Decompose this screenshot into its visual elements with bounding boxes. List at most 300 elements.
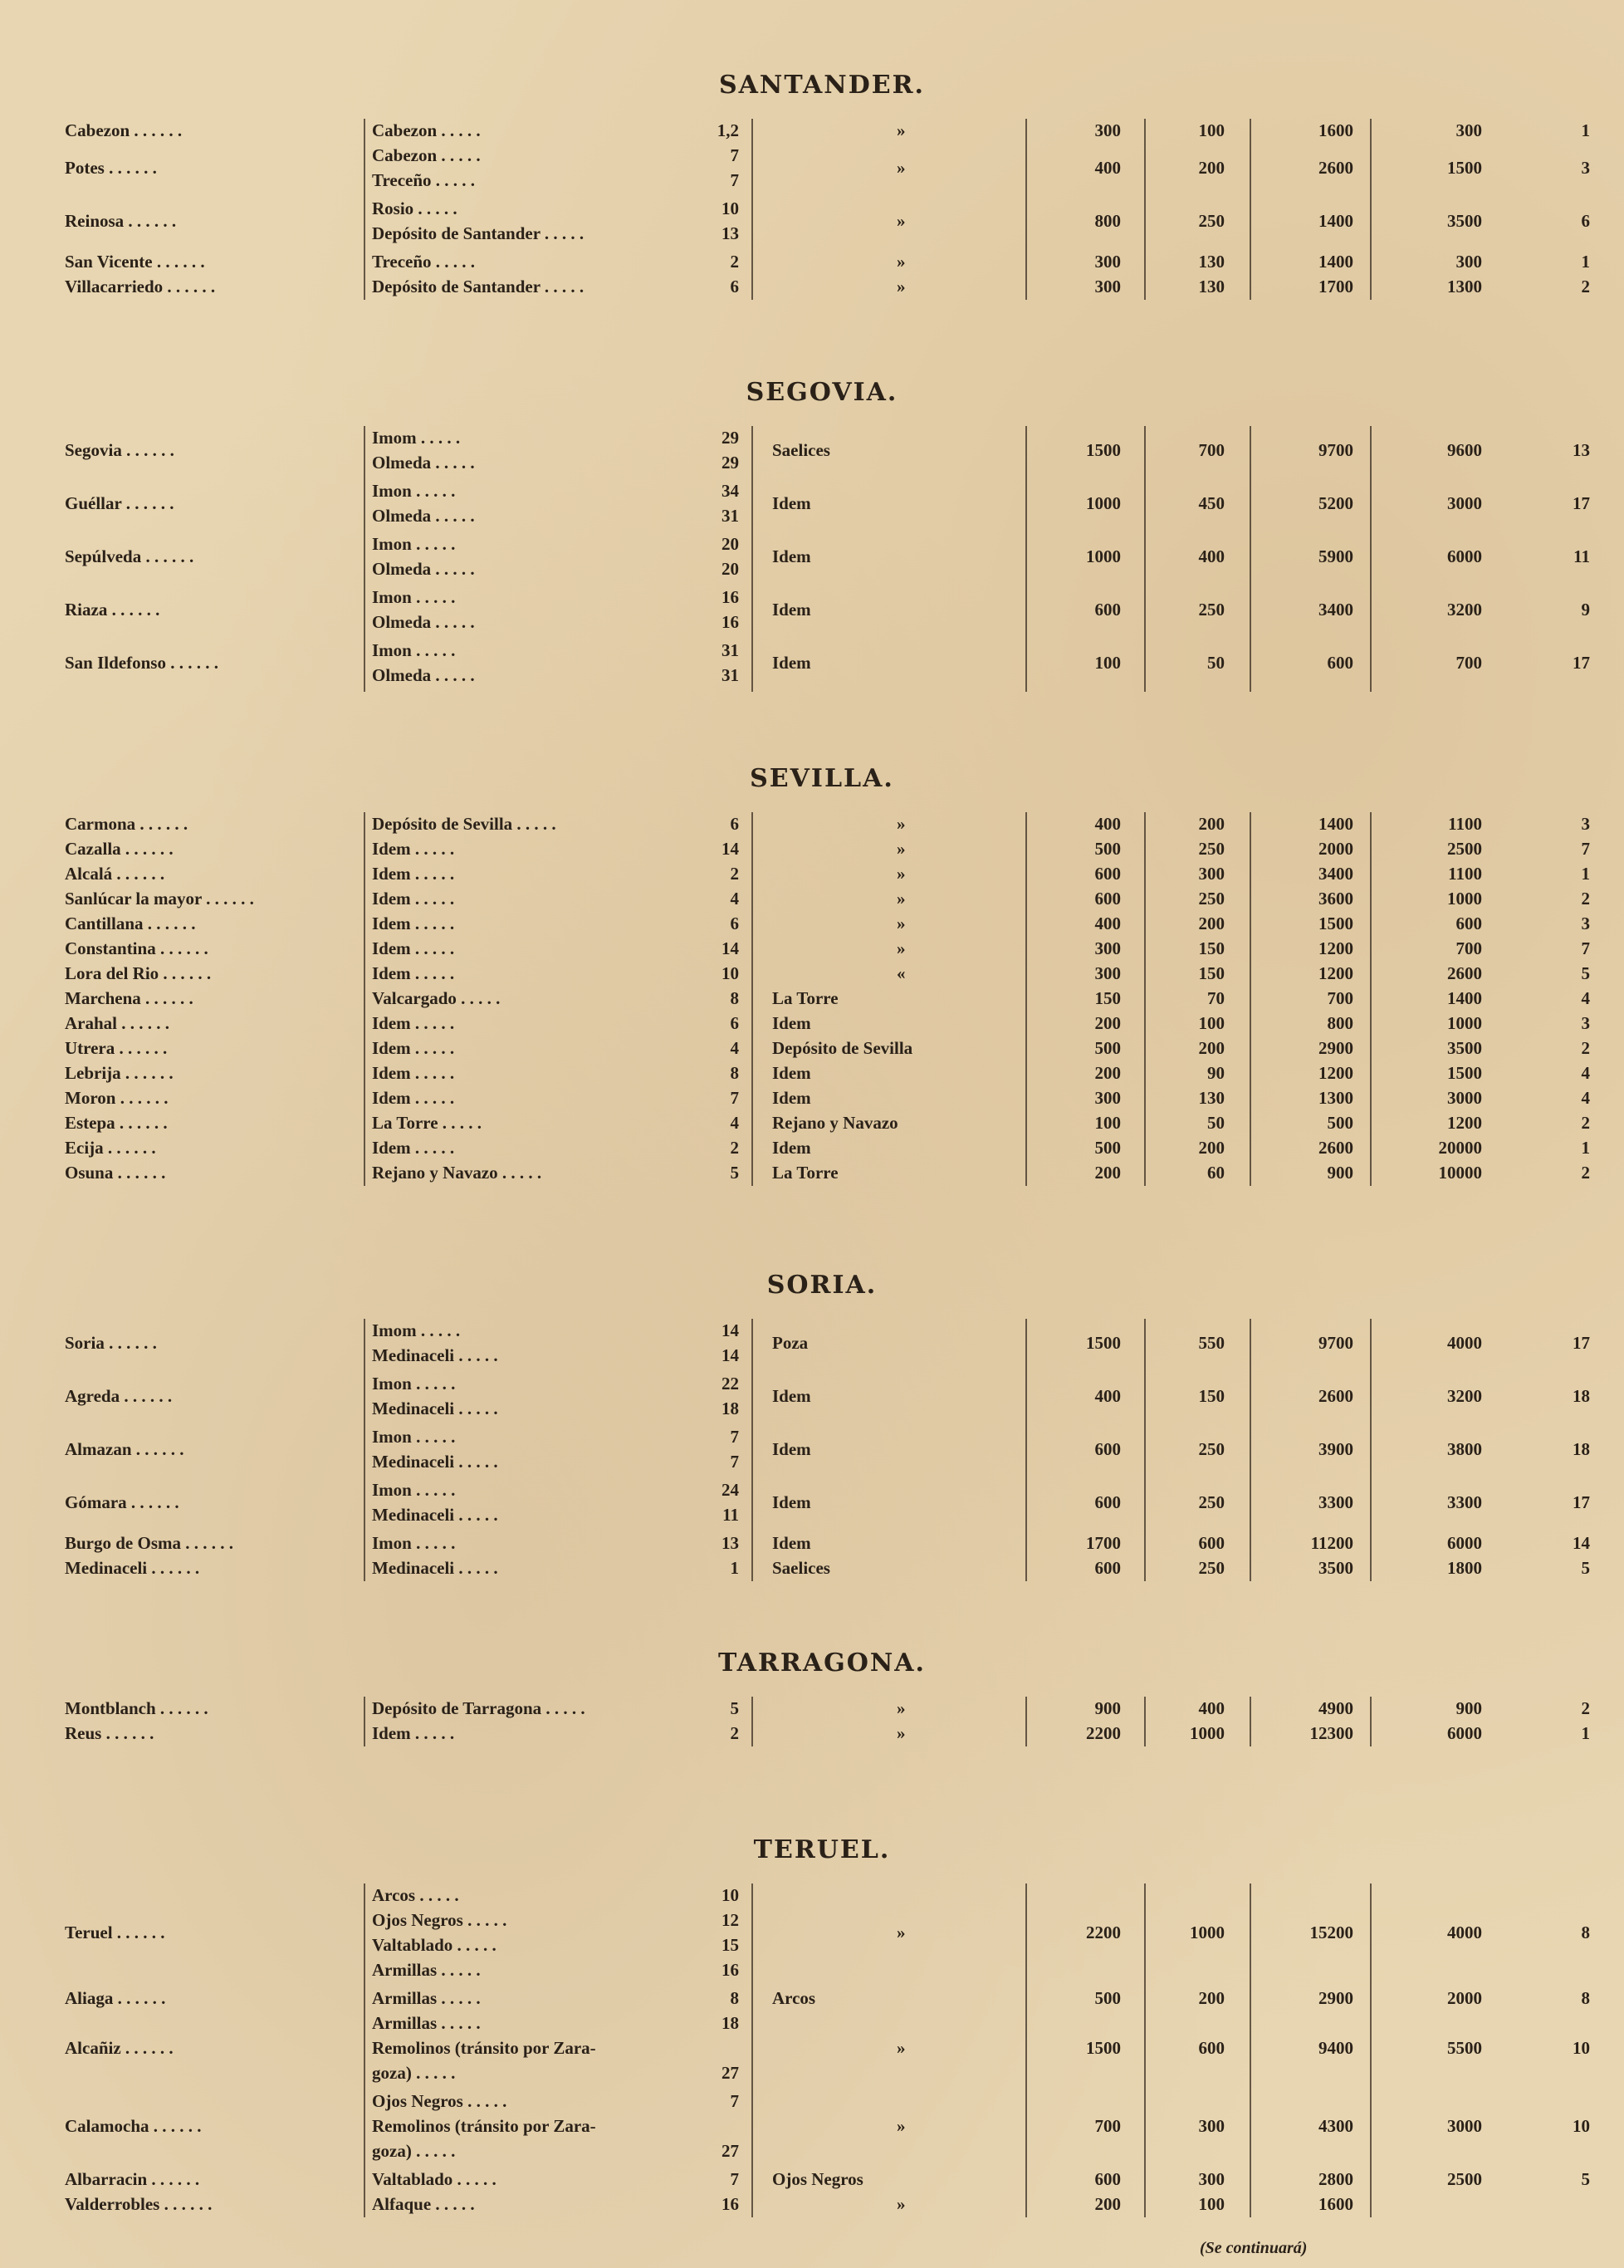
place-name: Marchena . . . . . . bbox=[65, 988, 193, 1008]
value-v3: 5200 bbox=[1318, 493, 1353, 513]
place-name: Ecija . . . . . . bbox=[65, 1138, 156, 1158]
section-title: SEVILLA. bbox=[750, 764, 894, 793]
distance-value: 5 bbox=[730, 1698, 739, 1718]
place-name: San Vicente . . . . . . bbox=[65, 252, 205, 272]
value-v3: 1300 bbox=[1318, 1088, 1353, 1108]
origin-deposit: Alfaque . . . . . bbox=[372, 2194, 475, 2214]
origin-deposit: Imon . . . . . bbox=[372, 1480, 456, 1500]
place-name: Cantillana . . . . . . bbox=[65, 914, 196, 933]
value-v3: 3400 bbox=[1318, 600, 1353, 620]
value-v1: 300 bbox=[1094, 252, 1121, 272]
value-v5: 10 bbox=[1573, 2116, 1590, 2136]
column-rule bbox=[1144, 426, 1146, 692]
column-rule bbox=[364, 1883, 365, 2217]
destination: Idem bbox=[772, 1492, 811, 1512]
value-v2: 200 bbox=[1198, 1138, 1225, 1158]
column-rule bbox=[1250, 119, 1251, 300]
distance-value: 10 bbox=[722, 1885, 739, 1905]
value-v3: 1400 bbox=[1318, 211, 1353, 231]
place-name: Constantina . . . . . . bbox=[65, 938, 208, 958]
section-title: TARRAGONA. bbox=[718, 1648, 926, 1678]
value-v1: 300 bbox=[1094, 120, 1121, 140]
value-v2: 250 bbox=[1198, 1492, 1225, 1512]
origin-deposit: Armillas . . . . . bbox=[372, 1960, 481, 1980]
distance-value: 13 bbox=[722, 223, 739, 243]
destination: » bbox=[897, 2116, 906, 2136]
destination: » bbox=[897, 1923, 906, 1942]
column-rule bbox=[751, 1883, 753, 2217]
value-v3: 600 bbox=[1327, 653, 1353, 673]
origin-deposit: Medinaceli . . . . . bbox=[372, 1452, 498, 1472]
value-v4: 700 bbox=[1455, 938, 1482, 958]
place-name: Teruel . . . . . . bbox=[65, 1923, 165, 1942]
distance-value: 13 bbox=[722, 1533, 739, 1553]
value-v5: 6 bbox=[1581, 211, 1590, 231]
value-v1: 500 bbox=[1094, 1138, 1121, 1158]
distance-value: 7 bbox=[730, 1088, 739, 1108]
destination: » bbox=[897, 2194, 906, 2214]
value-v2: 90 bbox=[1207, 1063, 1225, 1083]
value-v5: 2 bbox=[1581, 1113, 1590, 1133]
destination: Idem bbox=[772, 1439, 811, 1459]
value-v4: 4000 bbox=[1447, 1923, 1482, 1942]
value-v2: 550 bbox=[1198, 1333, 1225, 1353]
distance-value: 8 bbox=[730, 988, 739, 1008]
value-v4: 1200 bbox=[1447, 1113, 1482, 1133]
place-name: Calamocha . . . . . . bbox=[65, 2116, 202, 2136]
value-v4: 1400 bbox=[1447, 988, 1482, 1008]
value-v5: 3 bbox=[1581, 914, 1590, 933]
column-rule bbox=[1025, 1697, 1027, 1746]
origin-deposit: goza) . . . . . bbox=[372, 2141, 456, 2161]
value-v1: 300 bbox=[1094, 963, 1121, 983]
value-v5: 8 bbox=[1581, 1988, 1590, 2008]
distance-value: 5 bbox=[730, 1163, 739, 1183]
destination: Idem bbox=[772, 1386, 811, 1406]
origin-deposit: Olmeda . . . . . bbox=[372, 665, 475, 685]
value-v3: 5900 bbox=[1318, 546, 1353, 566]
origin-deposit: Idem . . . . . bbox=[372, 839, 455, 859]
value-v2: 150 bbox=[1198, 1386, 1225, 1406]
place-name: Riaza . . . . . . bbox=[65, 600, 160, 620]
value-v1: 1700 bbox=[1086, 1533, 1121, 1553]
value-v2: 250 bbox=[1198, 1558, 1225, 1578]
value-v1: 600 bbox=[1094, 600, 1121, 620]
place-name: Agreda . . . . . . bbox=[65, 1386, 173, 1406]
value-v4: 9600 bbox=[1447, 440, 1482, 460]
value-v3: 3400 bbox=[1318, 864, 1353, 884]
origin-deposit: Idem . . . . . bbox=[372, 1723, 455, 1743]
value-v2: 200 bbox=[1198, 814, 1225, 834]
distance-value: 10 bbox=[722, 198, 739, 218]
place-name: Segovia . . . . . . bbox=[65, 440, 174, 460]
origin-deposit: Olmeda . . . . . bbox=[372, 559, 475, 579]
value-v1: 300 bbox=[1094, 1088, 1121, 1108]
value-v1: 200 bbox=[1094, 2194, 1121, 2214]
place-name: Reus . . . . . . bbox=[65, 1723, 154, 1743]
origin-deposit: Ojos Negros . . . . . bbox=[372, 1910, 507, 1930]
destination: Idem bbox=[772, 1138, 811, 1158]
destination: » bbox=[897, 1698, 906, 1718]
value-v4: 700 bbox=[1455, 653, 1482, 673]
value-v2: 200 bbox=[1198, 1038, 1225, 1058]
origin-deposit: Idem . . . . . bbox=[372, 1138, 455, 1158]
distance-value: 29 bbox=[722, 428, 739, 448]
place-name: Reinosa . . . . . . bbox=[65, 211, 177, 231]
origin-deposit: Imom . . . . . bbox=[372, 1320, 461, 1340]
value-v5: 3 bbox=[1581, 814, 1590, 834]
destination: » bbox=[897, 914, 906, 933]
section-title: SANTANDER. bbox=[718, 71, 925, 100]
value-v4: 600 bbox=[1455, 914, 1482, 933]
column-rule bbox=[1250, 1883, 1251, 2217]
value-v4: 6000 bbox=[1447, 1723, 1482, 1743]
distance-value: 10 bbox=[722, 963, 739, 983]
origin-deposit: Remolinos (tránsito por Zara- bbox=[372, 2038, 596, 2058]
origin-deposit: Idem . . . . . bbox=[372, 938, 455, 958]
value-v4: 3200 bbox=[1447, 600, 1482, 620]
origin-deposit: Imon . . . . . bbox=[372, 1533, 456, 1553]
distance-value: 29 bbox=[722, 453, 739, 473]
destination: » bbox=[897, 938, 906, 958]
value-v1: 1000 bbox=[1086, 546, 1121, 566]
value-v4: 300 bbox=[1455, 252, 1482, 272]
value-v2: 150 bbox=[1198, 963, 1225, 983]
origin-deposit: Remolinos (tránsito por Zara- bbox=[372, 2116, 596, 2136]
value-v3: 11200 bbox=[1310, 1533, 1353, 1553]
value-v2: 250 bbox=[1198, 211, 1225, 231]
column-rule bbox=[1370, 1319, 1372, 1581]
value-v2: 50 bbox=[1207, 1113, 1225, 1133]
value-v1: 200 bbox=[1094, 1063, 1121, 1083]
value-v1: 1000 bbox=[1086, 493, 1121, 513]
value-v3: 1200 bbox=[1318, 963, 1353, 983]
value-v3: 9700 bbox=[1318, 1333, 1353, 1353]
value-v4: 900 bbox=[1455, 1698, 1482, 1718]
value-v5: 13 bbox=[1573, 440, 1590, 460]
distance-value: 7 bbox=[730, 2169, 739, 2189]
value-v5: 17 bbox=[1573, 653, 1590, 673]
value-v4: 1000 bbox=[1447, 889, 1482, 909]
value-v5: 8 bbox=[1581, 1923, 1590, 1942]
destination: » bbox=[897, 211, 906, 231]
value-v2: 130 bbox=[1198, 1088, 1225, 1108]
value-v3: 1400 bbox=[1318, 252, 1353, 272]
value-v4: 6000 bbox=[1447, 1533, 1482, 1553]
section-title: SEGOVIA. bbox=[746, 378, 898, 407]
value-v5: 2 bbox=[1581, 1698, 1590, 1718]
value-v5: 3 bbox=[1581, 1013, 1590, 1033]
origin-deposit: Idem . . . . . bbox=[372, 1063, 455, 1083]
origin-deposit: Valcargado . . . . . bbox=[372, 988, 501, 1008]
value-v2: 200 bbox=[1198, 1988, 1225, 2008]
value-v1: 2200 bbox=[1086, 1923, 1121, 1942]
place-name: Montblanch . . . . . . bbox=[65, 1698, 208, 1718]
value-v2: 450 bbox=[1198, 493, 1225, 513]
value-v1: 150 bbox=[1094, 988, 1121, 1008]
destination: Idem bbox=[772, 600, 811, 620]
value-v4: 2500 bbox=[1447, 839, 1482, 859]
value-v4: 1100 bbox=[1448, 814, 1482, 834]
value-v4: 3300 bbox=[1447, 1492, 1482, 1512]
value-v1: 100 bbox=[1094, 1113, 1121, 1133]
section-title: SORIA. bbox=[766, 1271, 878, 1300]
value-v3: 2000 bbox=[1318, 839, 1353, 859]
column-rule bbox=[751, 812, 753, 1186]
distance-value: 16 bbox=[722, 1960, 739, 1980]
value-v3: 1400 bbox=[1318, 814, 1353, 834]
value-v4: 1100 bbox=[1448, 864, 1482, 884]
destination: » bbox=[897, 158, 906, 178]
column-rule bbox=[1025, 1319, 1027, 1581]
column-rule bbox=[751, 1697, 753, 1746]
distance-value: 31 bbox=[722, 640, 739, 660]
value-v4: 2600 bbox=[1447, 963, 1482, 983]
value-v2: 100 bbox=[1198, 2194, 1225, 2214]
distance-value: 15 bbox=[722, 1935, 739, 1955]
value-v1: 400 bbox=[1094, 914, 1121, 933]
value-v5: 9 bbox=[1581, 600, 1590, 620]
distance-value: 16 bbox=[722, 612, 739, 632]
value-v3: 1200 bbox=[1318, 1063, 1353, 1083]
value-v4: 5500 bbox=[1447, 2038, 1482, 2058]
place-name: Albarracin . . . . . . bbox=[65, 2169, 200, 2189]
place-name: Cabezon . . . . . . bbox=[65, 120, 183, 140]
distance-value: 4 bbox=[730, 1113, 739, 1133]
distance-value: 2 bbox=[730, 252, 739, 272]
distance-value: 16 bbox=[722, 587, 739, 607]
value-v1: 600 bbox=[1094, 1492, 1121, 1512]
value-v1: 900 bbox=[1094, 1698, 1121, 1718]
value-v3: 9700 bbox=[1318, 440, 1353, 460]
value-v1: 200 bbox=[1094, 1163, 1121, 1183]
value-v5: 5 bbox=[1581, 1558, 1590, 1578]
value-v1: 500 bbox=[1094, 839, 1121, 859]
value-v3: 800 bbox=[1327, 1013, 1353, 1033]
origin-deposit: Treceño . . . . . bbox=[372, 252, 476, 272]
place-name: Carmona . . . . . . bbox=[65, 814, 188, 834]
distance-value: 16 bbox=[722, 2194, 739, 2214]
distance-value: 7 bbox=[730, 2091, 739, 2111]
place-name: Alcalá . . . . . . bbox=[65, 864, 165, 884]
distance-value: 7 bbox=[730, 170, 739, 190]
distance-value: 14 bbox=[722, 1320, 739, 1340]
origin-deposit: Imon . . . . . bbox=[372, 640, 456, 660]
value-v1: 500 bbox=[1094, 1038, 1121, 1058]
origin-deposit: Imon . . . . . bbox=[372, 534, 456, 554]
destination: Idem bbox=[772, 1088, 811, 1108]
value-v4: 3000 bbox=[1447, 493, 1482, 513]
value-v3: 3500 bbox=[1318, 1558, 1353, 1578]
column-rule bbox=[1370, 1883, 1372, 2217]
value-v2: 300 bbox=[1198, 2169, 1225, 2189]
value-v2: 400 bbox=[1198, 546, 1225, 566]
value-v4: 3200 bbox=[1447, 1386, 1482, 1406]
origin-deposit: Imon . . . . . bbox=[372, 1374, 456, 1394]
column-rule bbox=[364, 119, 365, 300]
distance-value: 14 bbox=[722, 938, 739, 958]
distance-value: 24 bbox=[722, 1480, 739, 1500]
distance-value: 7 bbox=[730, 145, 739, 165]
distance-value: 27 bbox=[722, 2141, 739, 2161]
distance-value: 12 bbox=[722, 1910, 739, 1930]
value-v1: 500 bbox=[1094, 1988, 1121, 2008]
distance-value: 6 bbox=[730, 914, 739, 933]
distance-value: 1,2 bbox=[717, 120, 739, 140]
value-v2: 1000 bbox=[1190, 1923, 1225, 1942]
origin-deposit: Depósito de Sevilla . . . . . bbox=[372, 814, 556, 834]
destination: » bbox=[897, 814, 906, 834]
destination: Idem bbox=[772, 493, 811, 513]
value-v2: 250 bbox=[1198, 1439, 1225, 1459]
value-v5: 2 bbox=[1581, 889, 1590, 909]
origin-deposit: Cabezon . . . . . bbox=[372, 120, 481, 140]
column-rule bbox=[751, 1319, 753, 1581]
origin-deposit: Idem . . . . . bbox=[372, 1038, 455, 1058]
column-rule bbox=[1144, 1319, 1146, 1581]
value-v5: 3 bbox=[1581, 158, 1590, 178]
value-v5: 5 bbox=[1581, 963, 1590, 983]
value-v3: 3600 bbox=[1318, 889, 1353, 909]
value-v4: 3000 bbox=[1447, 2116, 1482, 2136]
value-v5: 17 bbox=[1573, 1333, 1590, 1353]
origin-deposit: Valtablado . . . . . bbox=[372, 1935, 496, 1955]
value-v3: 9400 bbox=[1318, 2038, 1353, 2058]
value-v3: 1700 bbox=[1318, 277, 1353, 296]
column-rule bbox=[1370, 119, 1372, 300]
value-v3: 2600 bbox=[1318, 158, 1353, 178]
value-v4: 1800 bbox=[1447, 1558, 1482, 1578]
destination: » bbox=[897, 252, 906, 272]
value-v3: 4900 bbox=[1318, 1698, 1353, 1718]
place-name: Soria . . . . . . bbox=[65, 1333, 157, 1353]
value-v2: 200 bbox=[1198, 914, 1225, 933]
value-v2: 130 bbox=[1198, 277, 1225, 296]
value-v5: 1 bbox=[1581, 1138, 1590, 1158]
destination: Idem bbox=[772, 1013, 811, 1033]
origin-deposit: Idem . . . . . bbox=[372, 889, 455, 909]
value-v2: 150 bbox=[1198, 938, 1225, 958]
distance-value: 14 bbox=[722, 839, 739, 859]
distance-value: 2 bbox=[730, 864, 739, 884]
destination: » bbox=[897, 120, 906, 140]
origin-deposit: Armillas . . . . . bbox=[372, 2013, 481, 2033]
value-v1: 1500 bbox=[1086, 440, 1121, 460]
value-v3: 1200 bbox=[1318, 938, 1353, 958]
origin-deposit: Idem . . . . . bbox=[372, 1088, 455, 1108]
distance-value: 1 bbox=[730, 1558, 739, 1578]
value-v3: 1500 bbox=[1318, 914, 1353, 933]
value-v5: 18 bbox=[1573, 1386, 1590, 1406]
destination: » bbox=[897, 839, 906, 859]
place-name: Estepa . . . . . . bbox=[65, 1113, 168, 1133]
distance-value: 22 bbox=[722, 1374, 739, 1394]
value-v1: 300 bbox=[1094, 938, 1121, 958]
column-rule bbox=[1370, 1697, 1372, 1746]
value-v1: 100 bbox=[1094, 653, 1121, 673]
distance-value: 2 bbox=[730, 1138, 739, 1158]
value-v2: 600 bbox=[1198, 2038, 1225, 2058]
column-rule bbox=[1250, 812, 1251, 1186]
destination: « bbox=[897, 963, 906, 983]
place-name: Utrera . . . . . . bbox=[65, 1038, 168, 1058]
destination: Arcos bbox=[772, 1988, 816, 2008]
value-v3: 700 bbox=[1327, 988, 1353, 1008]
place-name: Osuna . . . . . . bbox=[65, 1163, 166, 1183]
value-v5: 7 bbox=[1581, 839, 1590, 859]
column-rule bbox=[751, 426, 753, 692]
column-rule bbox=[1025, 1883, 1027, 2217]
origin-deposit: Depósito de Tarragona . . . . . bbox=[372, 1698, 585, 1718]
value-v5: 4 bbox=[1581, 1088, 1590, 1108]
value-v4: 1000 bbox=[1447, 1013, 1482, 1033]
origin-deposit: Ojos Negros . . . . . bbox=[372, 2091, 507, 2111]
origin-deposit: Rejano y Navazo . . . . . bbox=[372, 1163, 542, 1183]
destination: La Torre bbox=[772, 988, 839, 1008]
origin-deposit: Depósito de Santander . . . . . bbox=[372, 223, 585, 243]
value-v5: 7 bbox=[1581, 938, 1590, 958]
origin-deposit: Idem . . . . . bbox=[372, 1013, 455, 1033]
place-name: Lora del Rio . . . . . . bbox=[65, 963, 212, 983]
value-v3: 4300 bbox=[1318, 2116, 1353, 2136]
value-v2: 250 bbox=[1198, 600, 1225, 620]
distance-value: 8 bbox=[730, 1063, 739, 1083]
destination: Idem bbox=[772, 653, 811, 673]
origin-deposit: Imon . . . . . bbox=[372, 481, 456, 501]
destination: » bbox=[897, 889, 906, 909]
value-v2: 300 bbox=[1198, 2116, 1225, 2136]
value-v5: 1 bbox=[1581, 120, 1590, 140]
origin-deposit: Olmeda . . . . . bbox=[372, 506, 475, 526]
destination: Saelices bbox=[772, 1558, 830, 1578]
value-v3: 2900 bbox=[1318, 1988, 1353, 2008]
value-v3: 900 bbox=[1327, 1163, 1353, 1183]
origin-deposit: Idem . . . . . bbox=[372, 864, 455, 884]
column-rule bbox=[751, 119, 753, 300]
column-rule bbox=[364, 426, 365, 692]
origin-deposit: Idem . . . . . bbox=[372, 914, 455, 933]
distance-value: 8 bbox=[730, 1988, 739, 2008]
origin-deposit: Armillas . . . . . bbox=[372, 1988, 481, 2008]
place-name: Aliaga . . . . . . bbox=[65, 1988, 166, 2008]
value-v3: 2900 bbox=[1318, 1038, 1353, 1058]
value-v5: 4 bbox=[1581, 1063, 1590, 1083]
origin-deposit: Imon . . . . . bbox=[372, 1427, 456, 1447]
value-v3: 1600 bbox=[1318, 2194, 1353, 2214]
column-rule bbox=[1144, 1697, 1146, 1746]
value-v4: 3000 bbox=[1447, 1088, 1482, 1108]
distance-value: 14 bbox=[722, 1345, 739, 1365]
continuation-note: (Se continuará) bbox=[1200, 2239, 1308, 2257]
origin-deposit: Medinaceli . . . . . bbox=[372, 1505, 498, 1525]
place-name: Cazalla . . . . . . bbox=[65, 839, 174, 859]
value-v1: 600 bbox=[1094, 1439, 1121, 1459]
distance-value: 18 bbox=[722, 2013, 739, 2033]
place-name: Sepúlveda . . . . . . bbox=[65, 546, 194, 566]
origin-deposit: Medinaceli . . . . . bbox=[372, 1345, 498, 1365]
column-rule bbox=[364, 1319, 365, 1581]
column-rule bbox=[1025, 119, 1027, 300]
value-v4: 4000 bbox=[1447, 1333, 1482, 1353]
place-name: Valderrobles . . . . . . bbox=[65, 2194, 213, 2214]
value-v4: 3500 bbox=[1447, 1038, 1482, 1058]
value-v3: 3900 bbox=[1318, 1439, 1353, 1459]
place-name: Guéllar . . . . . . bbox=[65, 493, 174, 513]
origin-deposit: Cabezon . . . . . bbox=[372, 145, 481, 165]
destination: Idem bbox=[772, 1063, 811, 1083]
origin-deposit: Imom . . . . . bbox=[372, 428, 461, 448]
value-v1: 1500 bbox=[1086, 1333, 1121, 1353]
